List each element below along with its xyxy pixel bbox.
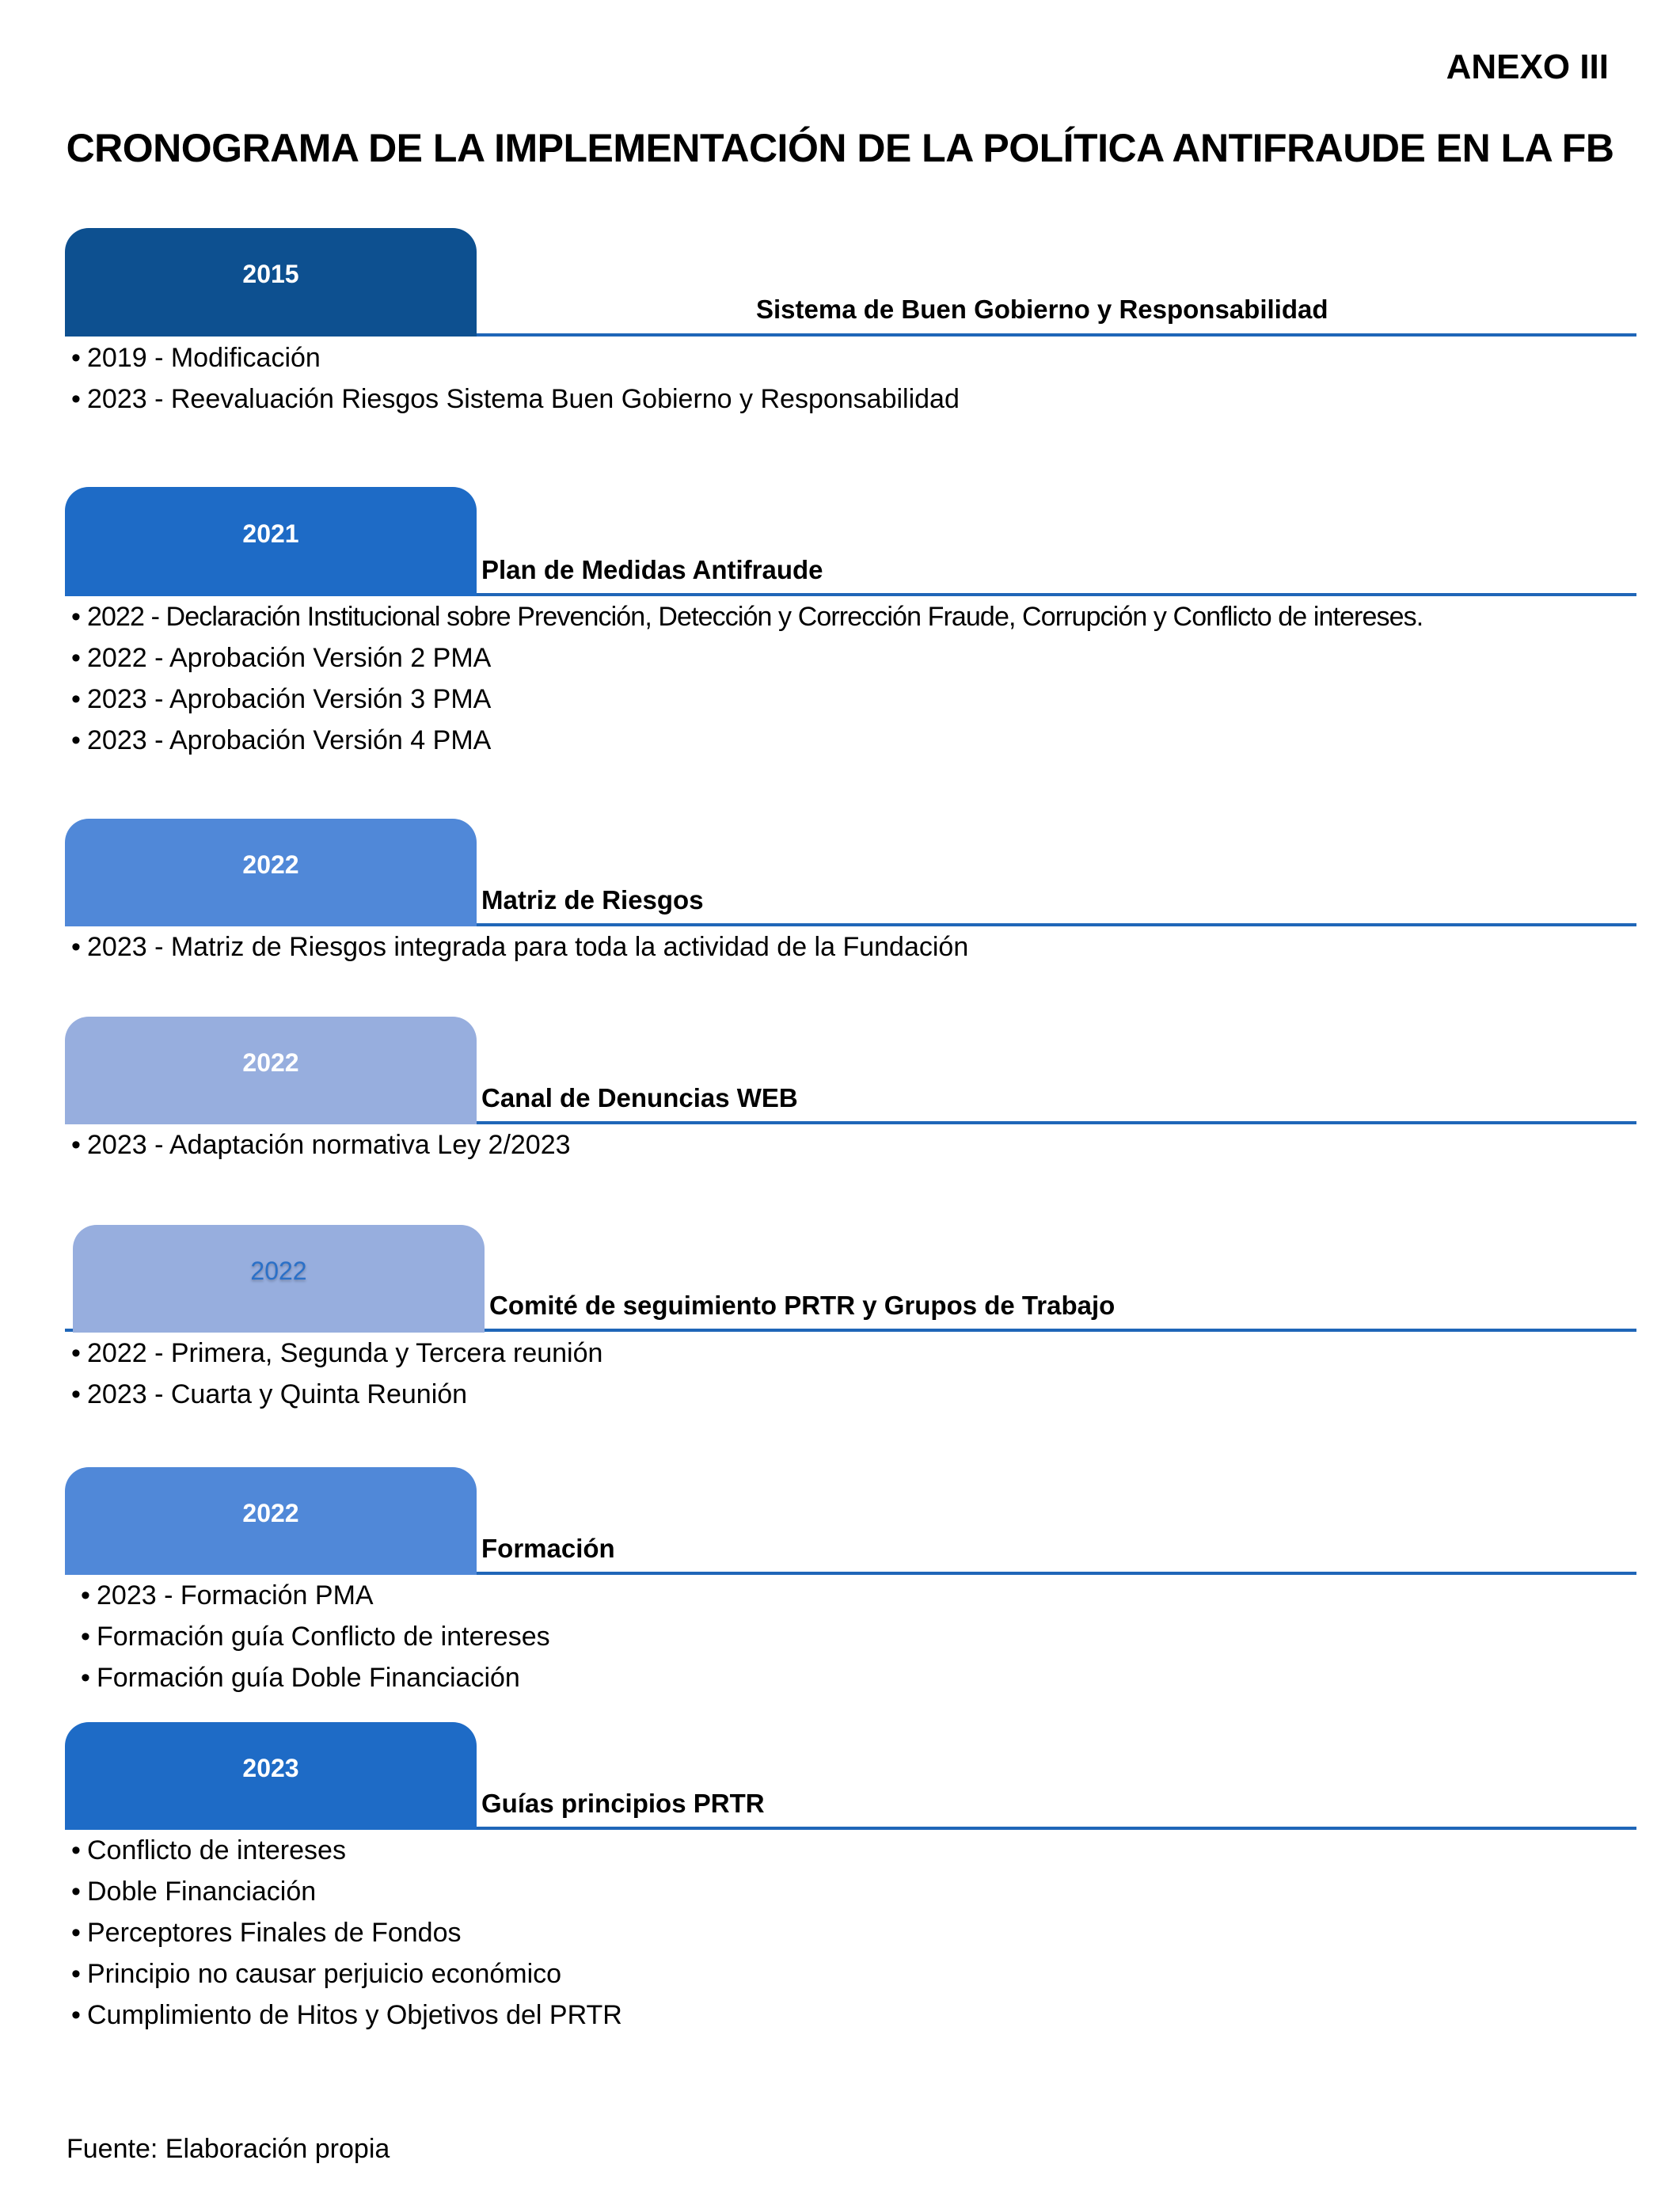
- list-item: • Cumplimiento de Hitos y Objetivos del PRTR: [71, 1995, 622, 2036]
- section-divider: [477, 1827, 1636, 1830]
- year-tab: [73, 1225, 485, 1333]
- year-label: 2015: [242, 260, 299, 288]
- list-item: • 2023 - Adaptación normativa Ley 2/2023: [71, 1124, 571, 1166]
- bullet-icon: •: [71, 725, 81, 755]
- year-label: 2022: [250, 1256, 307, 1285]
- bullet-icon: •: [81, 1622, 90, 1652]
- list-item: • 2023 - Formación PMA: [81, 1575, 550, 1616]
- page-title: CRONOGRAMA DE LA IMPLEMENTACIÓN DE LA POLÍTICA ANTIFRAUDE EN LA FB: [66, 126, 1614, 170]
- list-item: • 2022 - Primera, Segunda y Tercera reunión: [71, 1333, 602, 1374]
- bullet-icon: •: [71, 1959, 81, 1989]
- item-list: [71, 926, 968, 968]
- year-tab: [65, 1017, 477, 1124]
- list-item: • Formación guía Doble Financiación: [81, 1657, 550, 1698]
- section-heading: Comité de seguimiento PRTR y Grupos de Trabajo: [489, 1291, 1116, 1320]
- bullet-icon: •: [71, 602, 81, 632]
- year-label: 2021: [242, 519, 299, 548]
- year-tab: [65, 1467, 477, 1575]
- year-label: 2022: [242, 1498, 299, 1527]
- section-heading: Canal de Denuncias WEB: [481, 1083, 798, 1112]
- item-list: [71, 596, 1423, 761]
- year-tab: [65, 228, 477, 337]
- bullet-icon: •: [71, 1877, 81, 1907]
- list-item: • 2023 - Aprobación Versión 4 PMA: [71, 720, 1423, 761]
- bullet-icon: •: [71, 684, 81, 714]
- section-divider: [477, 1121, 1636, 1124]
- list-item: • 2023 - Aprobación Versión 3 PMA: [71, 679, 1423, 720]
- list-item: • 2023 - Reevaluación Riesgos Sistema Buen Gobierno y Responsabilidad: [71, 378, 960, 420]
- source-note: [67, 2134, 390, 2165]
- section-divider: [477, 333, 1636, 337]
- bullet-icon: •: [71, 343, 81, 373]
- list-item: • 2023 - Matriz de Riesgos integrada para toda la actividad de la Fundación: [71, 926, 968, 968]
- list-item: • Doble Financiación: [71, 1871, 622, 1912]
- list-item: • Principio no causar perjuicio económico: [71, 1953, 622, 1995]
- year-label: 2023: [242, 1753, 299, 1782]
- list-item: • 2022 - Declaración Institucional sobre Prevención, Detección y Corrección Fraude, Corrupción y Conflicto de intereses.: [71, 596, 1423, 637]
- bullet-icon: •: [71, 1379, 81, 1409]
- section-divider: [477, 1572, 1636, 1575]
- year-label: 2022: [242, 1048, 299, 1077]
- list-item: • 2022 - Aprobación Versión 2 PMA: [71, 637, 1423, 679]
- item-list: [71, 1830, 622, 2036]
- section-heading: Guías principios PRTR: [481, 1789, 765, 1818]
- bullet-icon: •: [81, 1663, 90, 1693]
- bullet-icon: •: [71, 1338, 81, 1368]
- list-item: • Formación guía Conflicto de intereses: [81, 1616, 550, 1657]
- bullet-icon: •: [71, 384, 81, 414]
- section-heading: Formación: [481, 1534, 615, 1563]
- source-text: Elaboración propia: [165, 2134, 390, 2164]
- item-list: [71, 1333, 602, 1415]
- bullet-icon: •: [71, 1918, 81, 1948]
- list-item: • 2023 - Cuarta y Quinta Reunión: [71, 1374, 602, 1415]
- list-item: • 2019 - Modificación: [71, 337, 960, 378]
- section-heading: Sistema de Buen Gobierno y Responsabilidad: [756, 295, 1328, 324]
- bullet-icon: •: [71, 643, 81, 673]
- year-tab: [65, 819, 477, 926]
- year-label: 2022: [242, 850, 299, 879]
- bullet-icon: •: [71, 1130, 81, 1160]
- item-list: [81, 1575, 550, 1698]
- source-label: Fuente:: [67, 2134, 158, 2164]
- item-list: [71, 1124, 571, 1166]
- item-list: [71, 337, 960, 420]
- bullet-icon: •: [81, 1580, 90, 1610]
- section-heading: Matriz de Riesgos: [481, 885, 704, 915]
- bullet-icon: •: [71, 932, 81, 962]
- list-item: • Perceptores Finales de Fondos: [71, 1912, 622, 1953]
- year-tab: [65, 1722, 477, 1830]
- bullet-icon: •: [71, 1835, 81, 1865]
- section-heading: Plan de Medidas Antifraude: [481, 555, 823, 584]
- year-tab: [65, 487, 477, 596]
- list-item: • Conflicto de intereses: [71, 1830, 622, 1871]
- annex-label: ANEXO III: [1446, 48, 1609, 86]
- bullet-icon: •: [71, 2000, 81, 2030]
